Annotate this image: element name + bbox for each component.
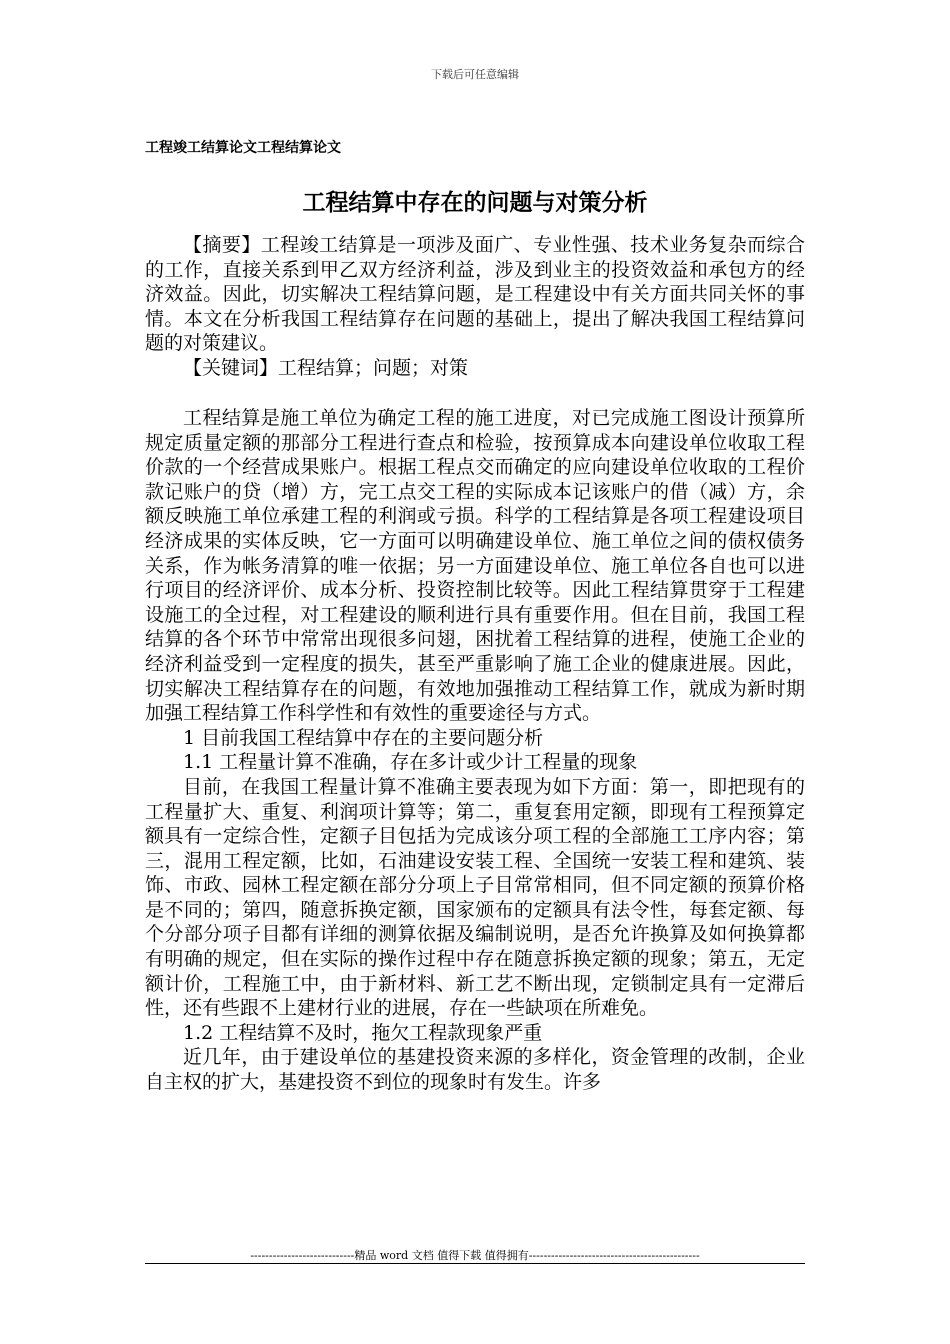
document-title: 工程结算中存在的问题与对策分析 <box>302 189 648 216</box>
page-header-note: 下载后可任意编辑 <box>431 68 519 81</box>
body-paragraph-intro: 工程结算是施工单位为确定工程的施工进度，对已完成施工图设计预算所规定质量定额的那部分工程进行查点和检验，按预算成本向建设单位收取工程价款的一个经营成果账户。根据工程点交而确定的应向建设单位收取的工程价款记账户的贷（增）方，完工点交工程的实际成本记该账户的借（减）方，余额反映施工单位承建工程的利润或亏损。科学的工程结算是各项工程建设项目经济成果的实体反映，它一方面可以明确建设单位、施工单位之间的债权债务关系，作为帐务清算的唯一依据；另一方面建设单位、施工单位各自也可以进行项目的经济评价、成本分析、投资控制比较等。因此工程结算贯穿于工程建设施工的全过程，对工程建设的顺利进行具有重要作用。但在目前，我国工程结算的各个环节中常常出现很多问翅，困扰着工程结算的进程，使施工企业的经济利益受到一定程度的损失，甚至严重影响了施工企业的健康进展。因此，切实解决工程结算存在的问题，有效地加强推动工程结算工作，就成为新时期加强工程结算工作科学性和有效性的重要途径与方式。 <box>145 407 805 725</box>
abstract-section <box>145 233 805 381</box>
section-heading-1-1: 1.1 工程量计算不准确，存在多计或少计工程量的现象 <box>183 751 638 774</box>
page-footer-text: ----------------------------精品 word 文档 值得下载 值得拥有---------------------------------------------- <box>250 1249 700 1262</box>
document-subtitle: 工程竣工结算论文工程结算论文 <box>145 140 341 156</box>
section-heading-1-2: 1.2 工程结算不及时，拖欠工程款现象严重 <box>183 1021 543 1044</box>
footer-divider <box>145 1263 805 1264</box>
keywords-paragraph: 【关键词】工程结算；问题；对策 <box>183 356 469 379</box>
body-paragraph-1-1: 目前，在我国工程量计算不准确主要表现为如下方面：第一，即把现有的工程量扩大、重复、利润项计算等；第二，重复套用定额，即现有工程预算定额具有一定综合性，定额子目包括为完成该分项工程的全部施工工序内容；第三，混用工程定额，比如，石油建设安装工程、全国统一安装工程和建筑、装饰、市政、园林工程定额在部分分项上子目常常相同，但不同定额的预算价格是不同的；第四，随意拆换定额，国家颁布的定额具有法令性，每套定额、每个分部分项子目都有详细的测算依据及编制说明，是否允许换算及如何换算都有明确的规定，但在实际的操作过程中存在随意拆换定额的现象；第五，无定额计价，工程施工中，由于新材料、新工艺不断出现，定锁制定具有一定滞后性，还有些跟不上建材行业的进展，存在一些缺项在所难免。 <box>145 775 805 1020</box>
abstract-paragraph: 【摘要】工程竣工结算是一项涉及面广、专业性强、技术业务复杂而综合的工作，直接关系到甲乙双方经济利益，涉及到业主的投资效益和承包方的经济效益。因此，切实解决工程结算问题，是工程建设中有关方面共同关怀的事情。本文在分析我国工程结算存在问题的基础上，提出了解决我国工程结算问题的对策建议。 <box>145 234 805 355</box>
body-paragraph-1-2: 近几年，由于建设单位的基建投资来源的多样化，资金管理的改制，企业自主权的扩大，基建投资不到位的现象时有发生。许多 <box>145 1046 805 1094</box>
section-heading-1: 1 目前我国工程结算中存在的主要问题分析 <box>183 726 544 749</box>
main-body <box>145 406 805 1095</box>
